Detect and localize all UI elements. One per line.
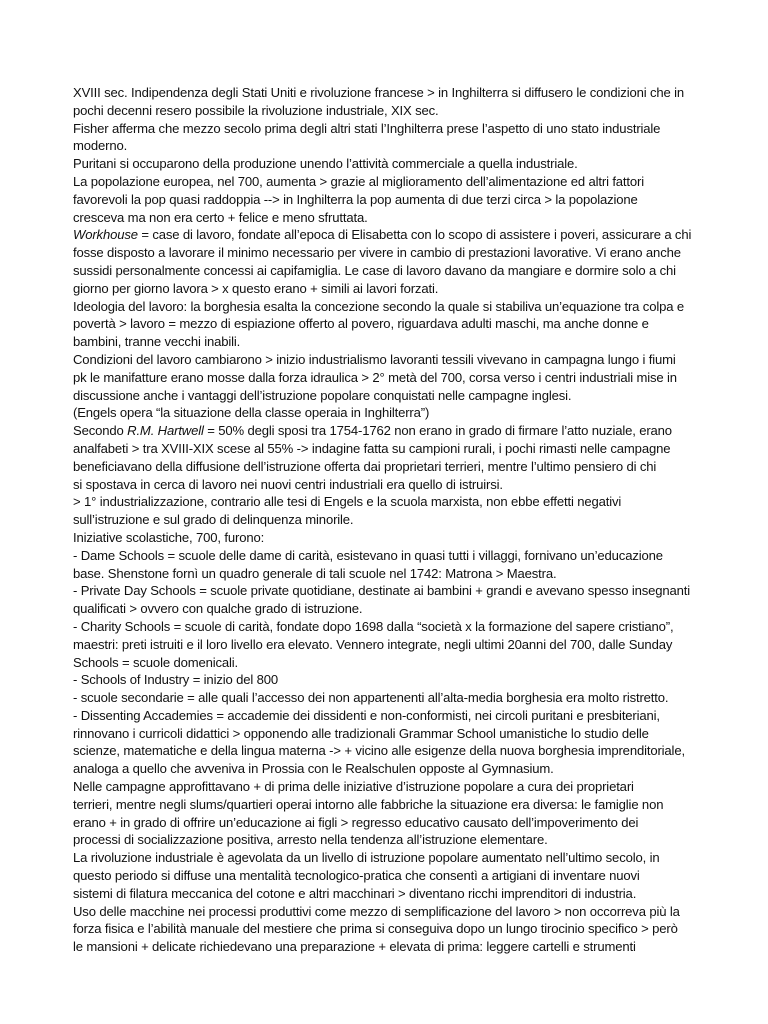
text-line: analfabeti > tra XVIII-XIX scese al 55% -> indagine fatta su campioni rurali, i pochi rimasti nelle campagne (73, 440, 671, 456)
text-line: La rivoluzione industriale è agevolata da un livello di istruzione popolare aumentato nell’ultimo secolo, in (73, 850, 660, 866)
text-line: cresceva ma non era certo + felice e meno sfruttata. (73, 209, 368, 225)
text-line (73, 422, 698, 440)
text-line: scienze, matematiche e della lingua materna -> + vicino alle esigenze della nuova borghesia imprenditoriale, (73, 743, 685, 759)
text-line: le mansioni + delicate richiedevano una preparazione + elevata di prima: leggere cartelli e strumenti (73, 939, 636, 955)
text-line: rinnovano i curricoli didattici > opponendo alle tradizionali Grammar School umanistiche lo studio delle (73, 725, 649, 741)
text-line: terrieri, mentre negli slums/quartieri operai intorno alle fabbriche la situazione era diversa: le famiglie non (73, 796, 664, 812)
text-line: si spostava in cerca di lavoro nei nuovi centri industriali era quello di istruirsi. (73, 476, 503, 492)
text-line: povertà > lavoro = mezzo di espiazione offerto al povero, riguardava adulti maschi, ma anche donne e (73, 316, 649, 332)
text-line: questo periodo si diffuse una mentalità tecnologico-pratica che consentì a artigiani di inventare nuovi (73, 868, 640, 884)
text-line: maestri: preti istruiti e il loro livello era elevato. Vennero integrate, negli ultimi 20anni del 700, dalle Sunday (73, 636, 673, 652)
text-line: favorevoli la pop quasi raddoppia --> in Inghilterra la pop aumenta di due terzi circa > la popolazione (73, 191, 638, 207)
text-line: Iniziative scolastiche, 700, furono: (73, 529, 265, 545)
text-line: sull’istruzione e sul grado di delinquenza minorile. (73, 512, 354, 528)
text-line: processi di socializzazione positiva, arresto nella tendenza all’istruzione elementare. (73, 832, 548, 848)
text-line: - Dame Schools = scuole delle dame di carità, esistevano in quasi tutti i villaggi, fornivano un’educazione (73, 547, 663, 563)
text-line: analoga a quello che avveniva in Prossia con le Realschulen opposte al Gymnasium. (73, 761, 554, 777)
text-line: erano + in grado di offrire un’educazione ai figli > regresso educativo causato dell’impoverimento dei (73, 814, 639, 830)
text-line: (Engels opera “la situazione della classe operaia in Inghilterra”) (73, 405, 430, 421)
text-line: Condizioni del lavoro cambiarono > inizio industrialismo lavoranti tessili vivevano in campagna lungo i fiumi (73, 351, 676, 367)
text-line: Ideologia del lavoro: la borghesia esalta la concezione secondo la quale si stabiliva un’equazione tra colpa e (73, 298, 684, 314)
text-line: moderno. (73, 138, 128, 154)
text-line: > 1° industrializzazione, contrario alle tesi di Engels e la scuola marxista, non ebbe effetti negativi (73, 494, 622, 510)
text-line: pk le manifatture erano mosse dalla forza idraulica > 2° metà del 700, corsa verso i centri industriali mise in (73, 369, 677, 385)
text-line (73, 226, 698, 244)
text-line: beneficiavano della diffusione dell’istruzione offerta dai proprietari terrieri, mentre l’ultimo pensiero di chi (73, 458, 657, 474)
text-line: fosse disposto a lavorare il minimo necessario per vivere in cambio di prestazioni lavorative. Vi erano anche (73, 245, 681, 261)
text-line: giorno per giorno lavora > x questo erano + simili ai lavori forzati. (73, 280, 439, 296)
text-fragment: Secondo (73, 423, 128, 439)
text-line: - Private Day Schools = scuole private quotidiane, destinate ai bambini + grandi e avevano spesso insegnanti (73, 583, 691, 599)
hartwell-name: R.M. Hartwell (127, 423, 204, 439)
text-line: XVIII sec. Indipendenza degli Stati Uniti e rivoluzione francese > in Inghilterra si diffusero le condizioni che in (73, 85, 685, 100)
text-fragment: = case di lavoro, fondate all’epoca di Elisabetta con lo scopo di assistere i poveri, assicurare a chi (137, 227, 692, 243)
text-line: Uso delle macchine nei processi produttivi come mezzo di semplificazione del lavoro > non occorreva più la (73, 903, 680, 919)
text-line: - Charity Schools = scuole di carità, fondate dopo 1698 dalla “società x la formazione del sapere cristiano”, (73, 618, 674, 634)
text-line: sussidi personalmente concessi ai capifamiglia. Le case di lavoro davano da mangiare e dormire solo a chi (73, 262, 676, 278)
workhouse-term: Workhouse (73, 227, 138, 243)
text-line: pochi decenni resero possibile la rivoluzione industriale, XIX sec. (73, 102, 439, 118)
text-line: Nelle campagne approfittavano + di prima delle iniziative d’istruzione popolare a cura dei proprietari (73, 779, 634, 795)
text-line: qualificati > ovvero con qualche grado di istruzione. (73, 601, 363, 617)
text-line: Fisher afferma che mezzo secolo prima degli altri stati l’Inghilterra prese l’aspetto di uno stato industriale (73, 120, 661, 136)
text-line: discussione anche i vantaggi dell’istruzione popolare conquistati nelle campagne inglesi. (73, 387, 572, 403)
document-page (73, 84, 698, 956)
text-fragment: = 50% degli sposi tra 1754-1762 non erano in grado di firmare l’atto nuziale, erano (203, 423, 672, 439)
text-line: forza fisica e l’abilità manuale del mestiere che prima si conseguiva dopo un lungo tirocinio specifico > però (73, 921, 678, 937)
text-line: - Schools of Industry = inizio del 800 (73, 672, 279, 688)
text-line: sistemi di filatura meccanica del cotone e altri macchinari > diventano ricchi imprenditori di industria. (73, 885, 637, 901)
text-line: Puritani si occuparono della produzione unendo l’attività commerciale a quella industriale. (73, 156, 578, 172)
text-line: - scuole secondarie = alle quali l’accesso dei non appartenenti all’alta-media borghesia era molto ristretto. (73, 690, 669, 706)
text-line: La popolazione europea, nel 700, aumenta > grazie al miglioramento dell’alimentazione ed altri fattori (73, 173, 645, 189)
text-line: bambini, tranne vecchi inabili. (73, 334, 241, 350)
text-line: - Dissenting Accademies = accademie dei dissidenti e non-conformisti, nei circoli puritani e presbiteriani, (73, 707, 660, 723)
text-line: Schools = scuole domenicali. (73, 654, 239, 670)
text-line: base. Shenstone fornì un quadro generale di tali scuole nel 1742: Matrona > Maestra. (73, 565, 557, 581)
